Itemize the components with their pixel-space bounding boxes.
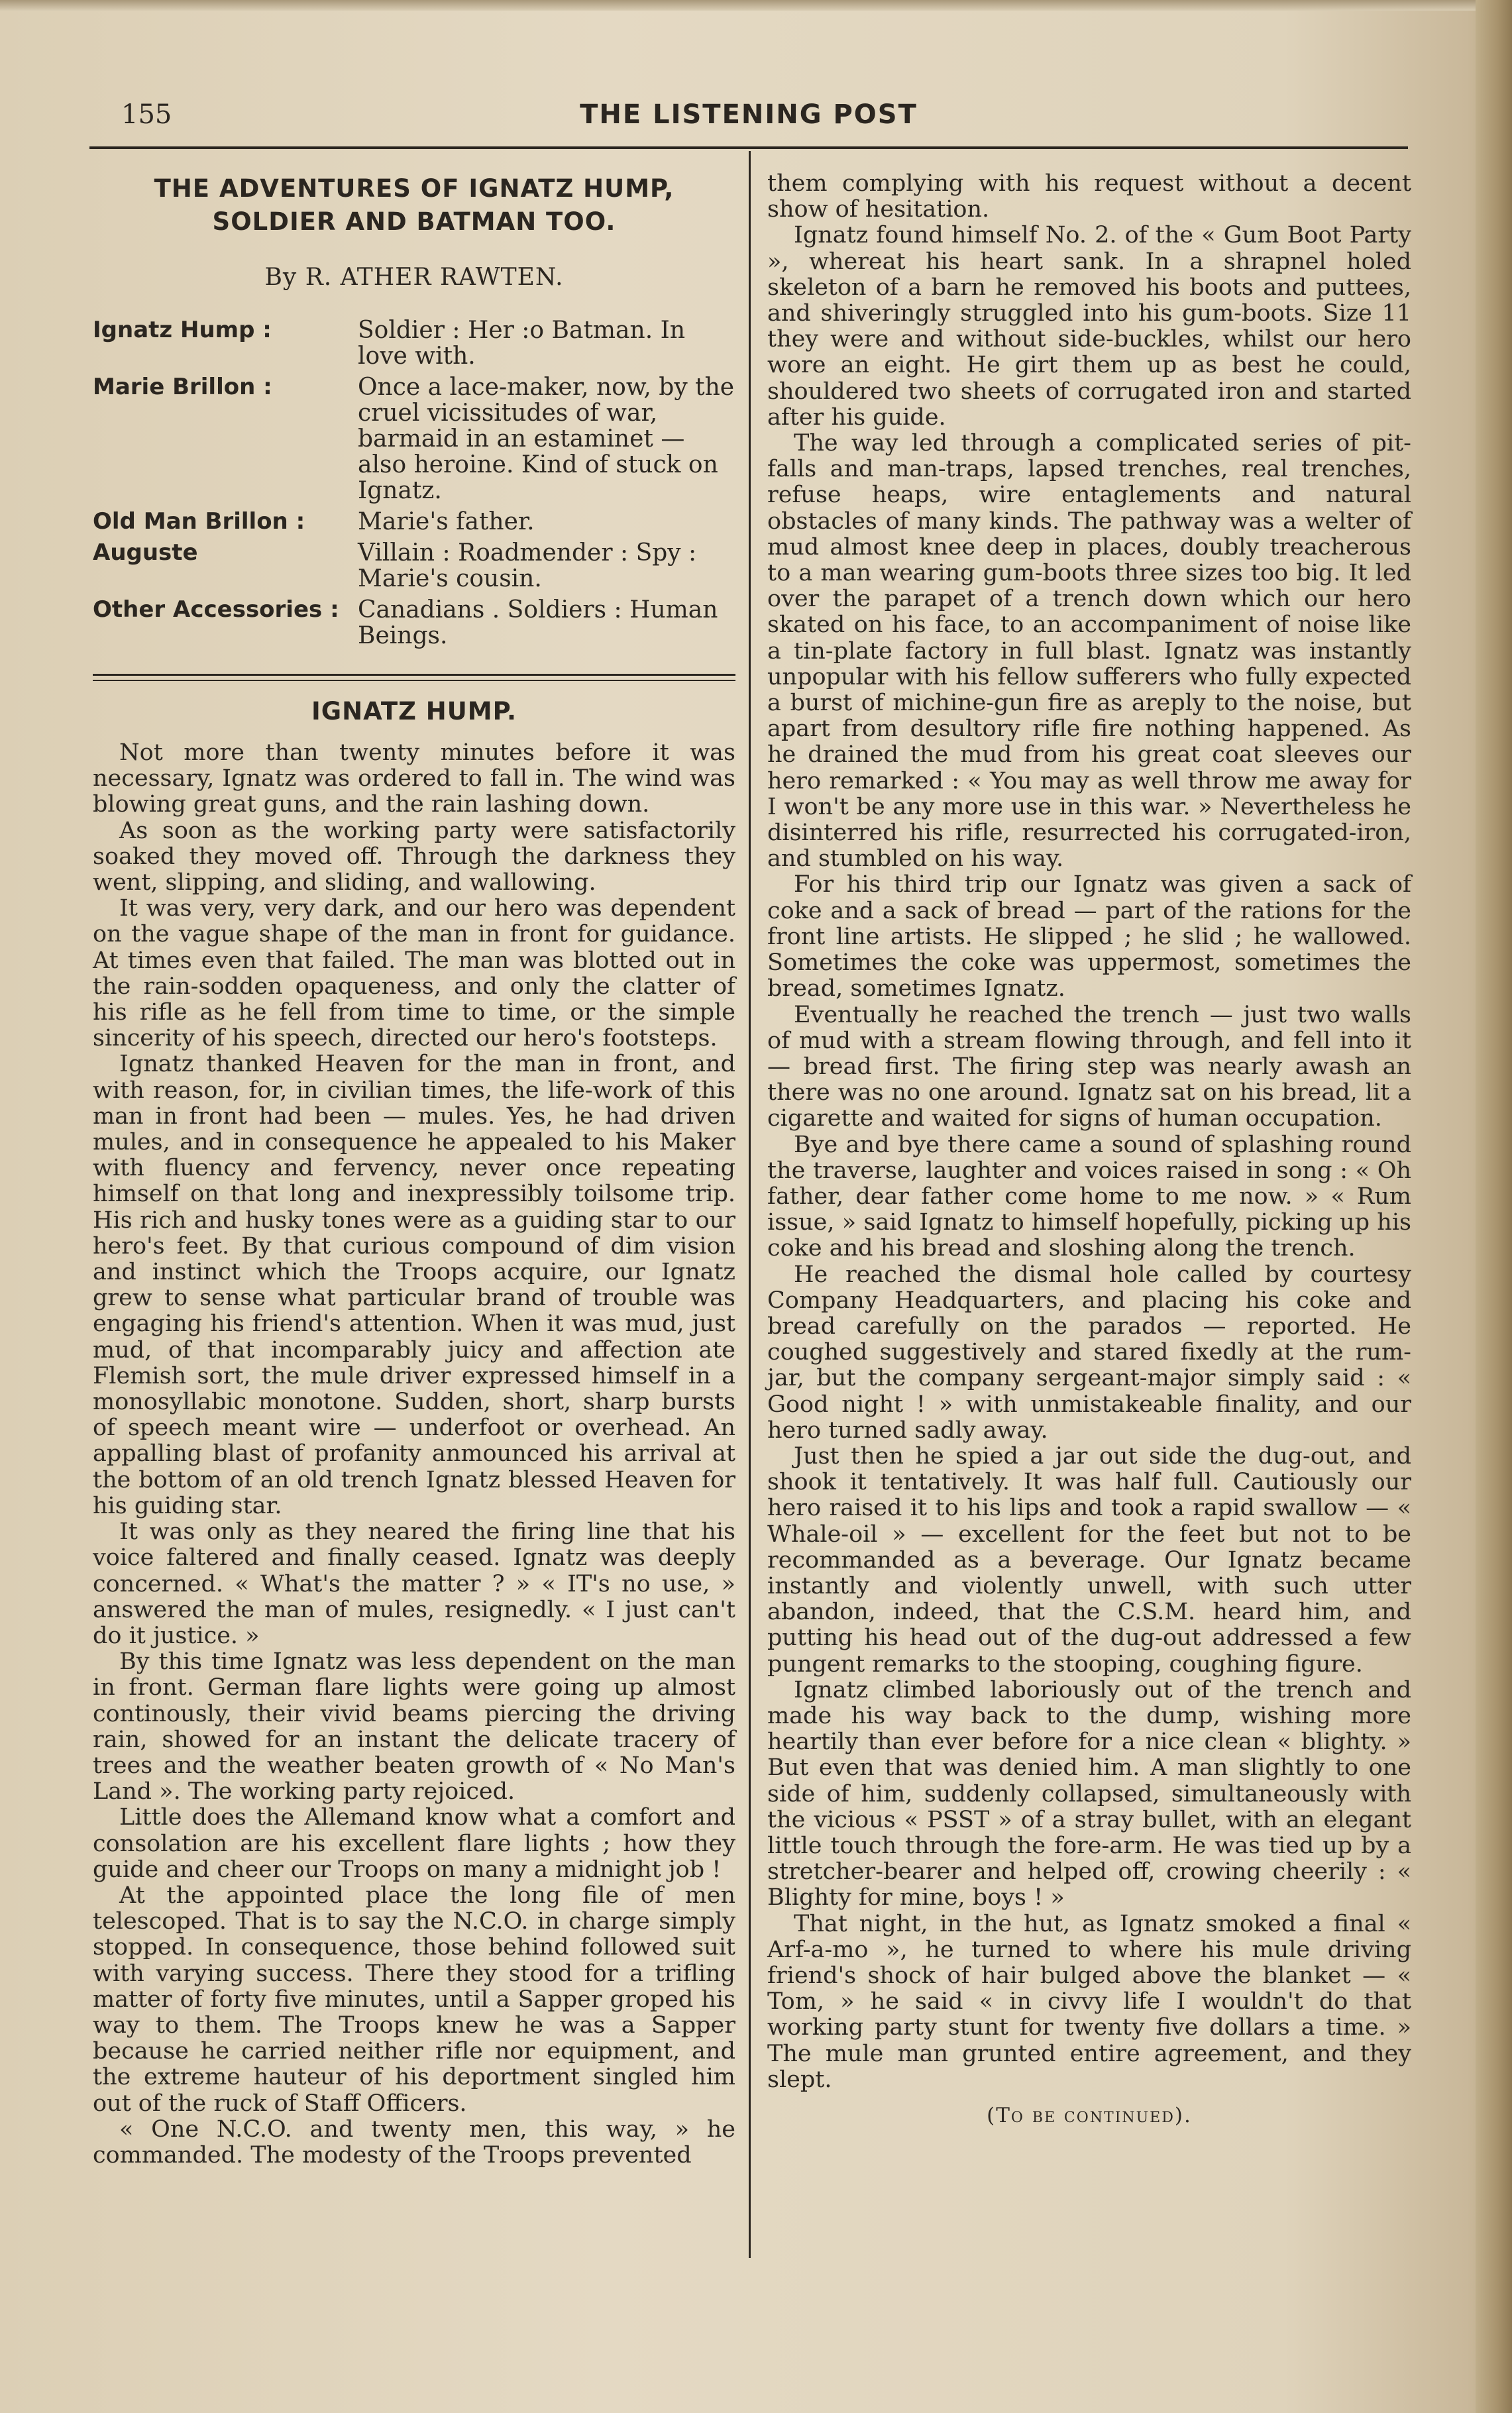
story-paragraph: By this time Ignatz was less dependent on the man in front. German flare lights were going up almost continously, their vivid beams piercing the driving rain, showed for an instant the delicate tracery of trees and the weather beaten growth of « No Man's Land ». The working party rejoiced.: [93, 1648, 735, 1805]
story-title-line: THE ADVENTURES OF IGNATZ HUMP,: [154, 174, 675, 203]
column-divider: [749, 151, 751, 2258]
cast-role: Ignatz Hump :: [93, 317, 272, 343]
story-paragraph: It was only as they neared the firing line that his voice faltered and finally ceased. Ignatz was deeply concerned. « What's the matter ? » « IT's no use, » answered the man of mules, resignedly. « I just can't do it justice. »: [93, 1519, 735, 1649]
cast-role: Auguste: [93, 539, 198, 566]
cast-role: Marie Brillon :: [93, 374, 272, 400]
cast-description: Canadians . Soldiers : Human Beings.: [358, 596, 718, 649]
header-rule: [89, 146, 1408, 149]
page-number: 155: [121, 99, 172, 130]
section-divider: [93, 674, 735, 681]
byline: By R. ATHER RAWTEN.: [264, 264, 564, 291]
section-title: IGNATZ HUMP.: [311, 697, 517, 725]
cast-description: Villain : Roadmender : Spy : Marie's cousin.: [358, 539, 697, 592]
page-top-edge: [0, 0, 1512, 11]
cast-role: Old Man Brillon :: [93, 508, 305, 535]
cast-description: Soldier : Her :o Batman. In love with.: [358, 317, 685, 370]
story-paragraph: Ignatz found himself No. 2. of the « Gum Boot Party », whereat his heart sank. In a shrapnel holed skeleton of a barn he removed his boots and puttees, and shiveringly struggled into his gum-boots. Size 11 they were and without side-buckles, whilst our hero wore an eight. He girt them up as best he could, shouldered two sheets of corrugated iron and started after his guide.: [767, 222, 1411, 431]
story-paragraph: At the appointed place the long file of men telescoped. That is to say the N.C.O. in charge simply stopped. In consequence, those behind followed suit with varying success. There they stood for a trifling matter of forty five minutes, until a Sapper groped his way to them. The Troops knew he was a Sapper because he carried neither rifle nor equipment, and the extreme hauteur of his deportment singled him out of the ruck of Staff Officers.: [93, 1882, 735, 2117]
story-paragraph: « One N.C.O. and twenty men, this way, » he commanded. The modesty of the Troops prevented: [93, 2116, 735, 2169]
story-paragraph: them complying with his request without a decent show of hesitation.: [767, 170, 1411, 223]
story-paragraph: Not more than twenty minutes before it was necessary, Ignatz was ordered to fall in. The wind was blowing great guns, and the rain lashing down.: [93, 739, 735, 818]
story-paragraph: Bye and bye there came a sound of splashing round the traverse, laughter and voices raised in song : « Oh father, dear father come home to me now. » « Rum issue, » said Ignatz to himself hopefully, picking up his coke and his bread and sloshing along the trench.: [767, 1131, 1411, 1262]
story-paragraph: Just then he spied a jar out side the dug-out, and shook it tentatively. It was half full. Cautiously our hero raised it to his lips and took a rapid swallow — « Whale-oil » — excellent for the feet but not to be recommanded as a beverage. Our Ignatz became instantly and violently unwell, with such utter abandon, indeed, that the C.S.M. heard him, and putting his head out of the dug-out addressed a few pungent remarks to the stooping, coughing figure.: [767, 1442, 1411, 1678]
story-paragraph: Ignatz climbed laboriously out of the trench and made his way back to the dump, wishing more heartily than ever before for a nice clean « blighty. » But even that was denied him. A man slightly to one side of him, suddenly collapsed, simultaneously with the vicious « PSST » of a stray bullet, with an elegant little touch through the fore-arm. He was tied up by a stretcher-bearer and helped off, crowing cheerily : « Blighty for mine, boys ! »: [767, 1676, 1411, 1911]
cast-entry: [93, 374, 735, 509]
story-paragraph: Eventually he reached the trench — just two walls of mud with a stream flowing through, and fell into it — bread first. The firing step was nearly awash an there was no one around. Ignatz sat on his bread, lit a cigarette and waited for signs of human occupation.: [767, 1001, 1411, 1132]
cast-role: Other Accessories :: [93, 596, 339, 623]
journal-title: THE LISTENING POST: [580, 99, 918, 130]
cast-entry: [93, 317, 735, 374]
story-paragraph: He reached the dismal hole called by courtesy Company Headquarters, and placing his coke and bread carefully on the parados — reported. He coughed suggestively and stared fixedly at the rum-jar, but the company sergeant-major simply said : « Good night ! » with unmistakeable finality, and our hero turned sadly away.: [767, 1261, 1411, 1444]
story-paragraph: The way led through a complicated series of pit-falls and man-traps, lapsed trenches, real trenches, refuse heaps, wire entaglements and natural obstacles of many kinds. The pathway was a welter of mud almost knee deep in places, doubly treacherous to a man wearing gum-boots three sizes too big. It led over the parapet of a trench down which our hero skated on his face, to an accompaniment of noise like a tin-plate factory in full blast. Ignatz was instantly unpopular with his fellow sufferers who fully expected a burst of michine-gun fire as areply to the noise, but apart from desultory rifle fire nothing happened. As he drained the mud from his great coat sleeves our hero remarked : « You may as well throw me away for I won't be any more use in this war. » Nevertheless he disinterred his rifle, resurrected his corrugated-iron, and stumbled on his way.: [767, 430, 1411, 873]
cast-entry: [93, 597, 735, 654]
cast-entry: [93, 509, 735, 540]
story-paragraph: Ignatz thanked Heaven for the man in front, and with reason, for, in civilian times, the life-work of this man in front had been — mules. Yes, he had driven mules, and in consequence he appealed to his Maker with fluency and fervency, never once repeating himself on that long and inexpressibly toilsome trip. His rich and husky tones were as a guiding star to our hero's feet. By that curious compound of dim vision and instinct which the Troops acquire, our Ignatz grew to sense what particular brand of trouble was engaging his friend's attention. When it was mud, just mud, of that incomparably juicy and affection ate Flemish sort, the mule driver expressed himself in a monosyllabic monotone. Sudden, short, sharp bursts of speech meant wire — underfoot or overhead. An appalling blast of profanity anmounced his arrival at the bottom of an old trench Ignatz blessed Heaven for his guiding star.: [93, 1051, 735, 1519]
cast-entry: [93, 540, 735, 597]
right-column: [767, 171, 1411, 2127]
cast-description: Once a lace-maker, now, by the cruel vicissitudes of war, barmaid in an estaminet — also heroine. Kind of stuck on Ignatz.: [358, 374, 735, 504]
page-binding-edge: [1476, 0, 1512, 2413]
story-title: [93, 172, 735, 239]
story-paragraph: As soon as the working party were satisfactorily soaked they moved off. Through the darkness they went, slipping, and sliding, and wallowing.: [93, 817, 735, 896]
continued-note: (To be continued).: [987, 2104, 1192, 2128]
page-header: [89, 99, 1408, 146]
story-paragraph: For his third trip our Ignatz was given a sack of coke and a sack of bread — part of the rations for the front line artists. He slipped ; he slid ; he wallowed. Sometimes the coke was uppermost, sometimes the bread, sometimes Ignatz.: [767, 871, 1411, 1002]
story-paragraph: That night, in the hut, as Ignatz smoked a final « Arf-a-mo », he turned to where his mule driving friend's shock of hair bulged above the blanket — « Tom, » he said « in civvy life I wouldn't do that working party stunt for twenty five dollars a time. » The mule man grunted entire agreement, and they slept.: [767, 1910, 1411, 2093]
story-title-line: SOLDIER AND BATMAN TOO.: [212, 207, 616, 236]
cast-description: Marie's father.: [358, 508, 535, 535]
cast-list: [93, 317, 735, 654]
story-paragraph: Little does the Allemand know what a comfort and consolation are his excellent flare lights ; how they guide and cheer our Troops on many a midnight job !: [93, 1804, 735, 1883]
story-paragraph: It was very, very dark, and our hero was dependent on the vague shape of the man in front for guidance. At times even that failed. The man was blotted out in the rain-sodden opaqueness, and only the clatter of his rifle as he fell from time to time, or the simple sincerity of his speech, directed our hero's footsteps.: [93, 895, 735, 1052]
left-column: [93, 172, 735, 2169]
